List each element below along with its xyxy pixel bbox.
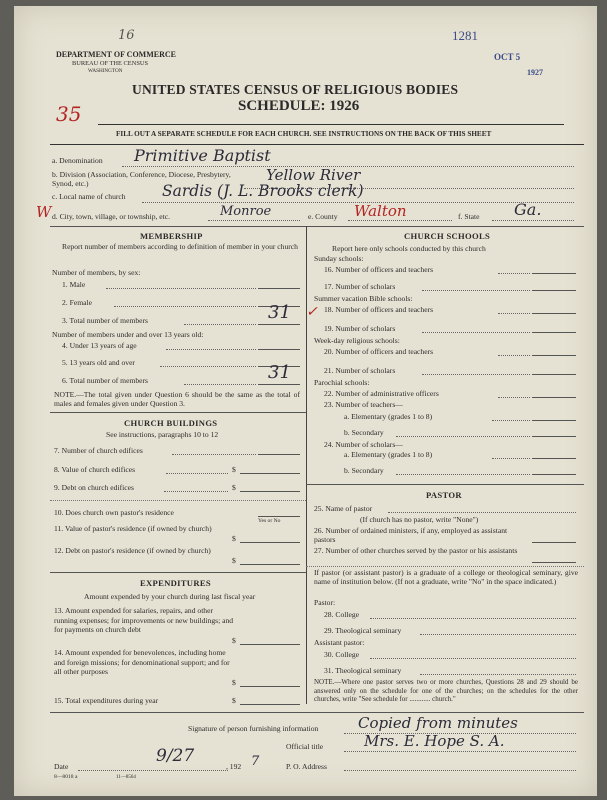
q6-label: 6. Total number of members bbox=[62, 376, 149, 385]
q24-label: 24. Number of scholars— bbox=[324, 440, 403, 449]
assistant-subhead: Assistant pastor: bbox=[314, 638, 365, 647]
official-title-label: Official title bbox=[286, 742, 324, 751]
q10-label: 10. Does church own pastor's residence bbox=[54, 508, 174, 517]
red-w-mark: W bbox=[36, 203, 52, 221]
q19-label: 19. Number of scholars bbox=[324, 324, 396, 333]
print-number: 11—8564 bbox=[116, 775, 136, 780]
pastor-subhead: Pastor: bbox=[314, 598, 336, 607]
state-value: Ga. bbox=[514, 200, 542, 219]
division-value: Yellow River bbox=[266, 166, 361, 184]
pastor-note: NOTE.—Where one pastor serves two or more churches, Questions 28 and 29 should be answered only on the schedule for one of the churches; on the schedules for the other churches, write "See schedule for ............ church." bbox=[314, 678, 578, 704]
parochial-subhead: Parochial schools: bbox=[314, 378, 370, 387]
q7-label: 7. Number of church edifices bbox=[54, 446, 143, 455]
age-subhead: Number of members under and over 13 years old: bbox=[52, 330, 204, 339]
q1-label: 1. Male bbox=[62, 280, 86, 289]
q25-hint: (If church has no pastor, write "None") bbox=[360, 515, 479, 524]
year-value: 7 bbox=[251, 754, 260, 769]
q12-dollar: $ bbox=[232, 556, 236, 565]
signature-value: Copied from minutes bbox=[358, 714, 518, 732]
stamp-year: 1927 bbox=[527, 68, 543, 77]
q10-hint: Yes or No bbox=[258, 518, 281, 524]
q28-label: 28. College bbox=[324, 610, 360, 619]
q13-dollar: $ bbox=[232, 636, 236, 645]
department-label: DEPARTMENT OF COMMERCE bbox=[56, 50, 177, 59]
red-check-mark: ✓ bbox=[306, 304, 318, 320]
membership-note: NOTE.—The total given under Question 6 should be the same as the total of males and females given under Question 3. bbox=[54, 390, 300, 408]
q13-label: 13. Amount expended for salaries, repairs, and other running expenses; for improvements or new buildings; and for payments on church debt bbox=[54, 606, 234, 635]
state-label: f. State bbox=[458, 212, 480, 221]
q17-label: 17. Number of scholars bbox=[324, 282, 396, 291]
q27-label: 27. Number of other churches served by the pastor or his assistants bbox=[314, 546, 518, 555]
q25-label: 25. Name of pastor bbox=[314, 504, 373, 513]
q31-label: 31. Theological seminary bbox=[324, 666, 402, 675]
q20-label: 20. Number of officers and teachers bbox=[324, 347, 434, 356]
census-form bbox=[14, 6, 597, 796]
q9-dollar: $ bbox=[232, 483, 236, 492]
city-label: WASHINGTON bbox=[88, 68, 123, 74]
q23-label: 23. Number of teachers— bbox=[324, 400, 403, 409]
q8-dollar: $ bbox=[232, 465, 236, 474]
date-label: Date bbox=[54, 762, 69, 771]
q16-label: 16. Number of officers and teachers bbox=[324, 265, 434, 274]
sunday-subhead: Sunday schools: bbox=[314, 254, 364, 263]
bureau-label: BUREAU OF THE CENSUS bbox=[72, 60, 149, 67]
official-title-value: Mrs. E. Hope S. A. bbox=[364, 732, 505, 750]
q26-label: 26. Number of ordained ministers, if any, employed as assistant pastors bbox=[314, 526, 508, 544]
q29-label: 29. Theological seminary bbox=[324, 626, 402, 635]
q23b-label: b. Secondary bbox=[344, 428, 384, 437]
denomination-value: Primitive Baptist bbox=[134, 146, 271, 165]
date-value: 9/27 bbox=[156, 746, 195, 766]
address-label: P. O. Address bbox=[286, 762, 327, 771]
schools-intro: Report here only schools conducted by this church bbox=[332, 244, 486, 253]
q22-label: 22. Number of administrative officers bbox=[324, 389, 439, 398]
q12-label: 12. Debt on pastor's residence (if owned by church) bbox=[54, 546, 211, 555]
q21-label: 21. Number of scholars bbox=[324, 366, 396, 375]
stamp-number: 1281 bbox=[452, 28, 478, 43]
q2-label: 2. Female bbox=[62, 298, 92, 307]
signature-label: Signature of person furnishing information bbox=[188, 724, 319, 733]
q9-label: 9. Debt on church edifices bbox=[54, 483, 134, 492]
division-label: b. Division (Association, Conference, Diocese, Presbytery, Synod, etc.) bbox=[52, 170, 231, 188]
expenditures-sub: Amount expended by your church during last fiscal year bbox=[84, 592, 256, 601]
form-number: 8—8018 a bbox=[54, 774, 78, 780]
q6-value: 31 bbox=[268, 362, 291, 383]
membership-heading: MEMBERSHIP bbox=[140, 231, 203, 241]
q11-dollar: $ bbox=[232, 534, 236, 543]
stamp-date: OCT 5 bbox=[494, 52, 521, 62]
buildings-sub: See instructions, paragraphs 10 to 12 bbox=[106, 430, 219, 439]
form-title: UNITED STATES CENSUS OF RELIGIOUS BODIES bbox=[132, 82, 459, 97]
expenditures-heading: EXPENDITURES bbox=[140, 578, 211, 588]
q23a-label: a. Elementary (grades 1 to 8) bbox=[344, 412, 433, 421]
q15-dollar: $ bbox=[232, 696, 236, 705]
county-value: Walton bbox=[354, 202, 407, 220]
city-value: Monroe bbox=[220, 204, 272, 219]
buildings-heading: CHURCH BUILDINGS bbox=[124, 418, 218, 428]
q11-label: 11. Value of pastor's residence (if owned by church) bbox=[54, 524, 212, 533]
red-number-mark: 35 bbox=[56, 102, 82, 126]
schools-heading: CHURCH SCHOOLS bbox=[404, 231, 491, 241]
pastor-heading: PASTOR bbox=[426, 490, 462, 500]
summer-subhead: Summer vacation Bible schools: bbox=[314, 294, 413, 303]
city-label-field: d. City, town, village, or township, etc. bbox=[52, 212, 171, 221]
q14-dollar: $ bbox=[232, 678, 236, 687]
q14-label: 14. Amount expended for benevolences, including home and foreign missions; for denominational support; and for all other purposes bbox=[54, 648, 230, 677]
q15-label: 15. Total expenditures during year bbox=[54, 696, 159, 705]
q18-label: 18. Number of officers and teachers bbox=[324, 305, 434, 314]
q5-label: 5. 13 years old and over bbox=[62, 358, 135, 367]
graduate-instruction: If pastor (or assistant pastor) is a graduate of a college or theological seminary, give name of institution below. (If not a graduate, write "No" in the space indicated.) bbox=[314, 568, 578, 586]
q8-label: 8. Value of church edifices bbox=[54, 465, 136, 474]
schedule-title: SCHEDULE: 1926 bbox=[238, 98, 360, 114]
year-prefix: , 192 bbox=[226, 762, 242, 771]
weekday-subhead: Week-day religious schools: bbox=[314, 336, 400, 345]
membership-intro: Report number of members according to definition of member in your church bbox=[62, 242, 298, 251]
q3-label: 3. Total number of members bbox=[62, 316, 149, 325]
top-pencil-mark: 16 bbox=[118, 28, 135, 43]
instruction-line: FILL OUT A SEPARATE SCHEDULE FOR EACH CHURCH. SEE INSTRUCTIONS ON THE BACK OF THIS SHEET bbox=[116, 130, 492, 138]
q24b-label: b. Secondary bbox=[344, 466, 384, 475]
church-name-label: c. Local name of church bbox=[52, 192, 126, 201]
q4-label: 4. Under 13 years of age bbox=[62, 341, 137, 350]
county-label: e. County bbox=[308, 212, 338, 221]
q24a-label: a. Elementary (grades 1 to 8) bbox=[344, 450, 433, 459]
denomination-label: a. Denomination bbox=[52, 156, 103, 165]
sex-subhead: Number of members, by sex: bbox=[52, 268, 141, 277]
q30-label: 30. College bbox=[324, 650, 360, 659]
church-name-value: Sardis (J. L. Brooks clerk) bbox=[162, 182, 364, 200]
q3-value: 31 bbox=[268, 302, 291, 323]
